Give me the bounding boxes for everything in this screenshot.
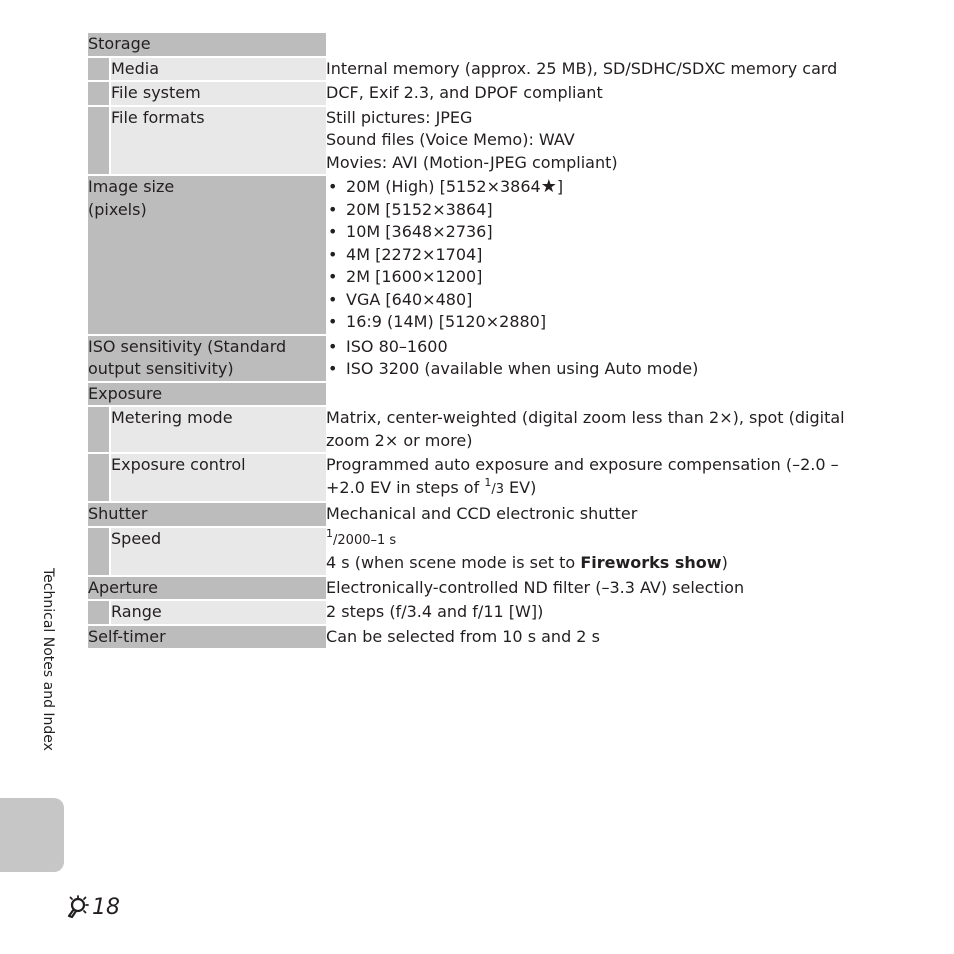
spec-value: Electronically-controlled ND filter (–3.3 AV) selection [326, 576, 850, 601]
spec-row-iso [88, 335, 850, 382]
bullet-list [326, 336, 850, 381]
spec-sublabel: Exposure control [110, 453, 326, 502]
spec-label: Self-timer [88, 625, 326, 650]
spec-value [326, 335, 850, 382]
spec-row-speed [88, 527, 850, 576]
spec-sublabel: Metering mode [110, 406, 326, 453]
bullet-list [326, 176, 850, 334]
spec-value: Programmed auto exposure and exposure compensation (–2.0 – +2.0 EV in steps of $^1$/3 EV) [326, 453, 850, 502]
spec-label: Storage [88, 33, 326, 57]
spec-label: ISO sensitivity (Standard output sensitivity) [88, 335, 326, 382]
technical-notes-icon [64, 894, 90, 920]
spec-row-self-timer [88, 625, 850, 650]
spec-sublabel: File system [110, 81, 326, 106]
spec-value [326, 106, 850, 176]
spec-sublabel: Media [110, 57, 326, 82]
spec-label: Aperture [88, 576, 326, 601]
value-line: Movies: AVI (Motion-JPEG compliant) [326, 152, 618, 172]
spec-row-metering-mode [88, 406, 850, 453]
spec-value: Matrix, center-weighted (digital zoom less than 2×), spot (digital zoom 2× or more) [326, 406, 850, 453]
section-side-label: Technical Notes and Index [40, 568, 56, 751]
spec-row-exposure-control [88, 453, 850, 502]
section-tab [0, 798, 64, 872]
spec-label: Image size (pixels) [88, 175, 326, 335]
list-item: • 16:9 (14M) [5120×2880] [326, 311, 850, 334]
spec-label: Shutter [88, 502, 326, 527]
star-icon: ★ [540, 176, 557, 197]
spec-row-aperture [88, 576, 850, 601]
page-number: 18 [64, 892, 120, 922]
spec-row-image-size [88, 175, 850, 335]
spec-row-file-formats [88, 106, 850, 176]
spec-sublabel: Speed [110, 527, 326, 576]
list-item: • 10M [3648×2736] [326, 221, 850, 244]
specifications-table [88, 33, 850, 650]
list-item: • ISO 3200 (available when using Auto mode) [326, 358, 850, 381]
list-item: • 4M [2272×1704] [326, 244, 850, 267]
spec-row-exposure [88, 382, 850, 407]
list-item: • VGA [640×480] [326, 289, 850, 312]
spec-row-range [88, 600, 850, 625]
spec-row-media [88, 57, 850, 82]
value-line: Sound files (Voice Memo): WAV [326, 130, 575, 149]
spec-value: 2 steps (f/3.4 and f/11 [W]) [326, 600, 850, 625]
list-item: • 20M [5152×3864] [326, 199, 850, 222]
spec-sublabel: Range [110, 600, 326, 625]
spec-value: Internal memory (approx. 25 MB), SD/SDHC/SDXC memory card [326, 57, 850, 82]
spec-value: DCF, Exif 2.3, and DPOF compliant [326, 81, 850, 106]
list-item: • 2M [1600×1200] [326, 266, 850, 289]
spec-value: $^1$/2000–1 s 4 s (when scene mode is set to Fireworks show) [326, 527, 850, 576]
spec-row-file-system [88, 81, 850, 106]
list-item: • ISO 80–1600 [326, 336, 850, 359]
spec-label: Exposure [88, 382, 326, 407]
spec-value: Mechanical and CCD electronic shutter [326, 502, 850, 527]
spec-value [326, 175, 850, 335]
spec-value: Can be selected from 10 s and 2 s [326, 625, 850, 650]
spec-sublabel: File formats [110, 106, 326, 176]
spec-row-storage [88, 33, 850, 57]
value-line: Still pictures: JPEG [326, 107, 473, 127]
list-item: • 20M (High) [5152×3864★] [326, 176, 850, 199]
spec-row-shutter [88, 502, 850, 527]
